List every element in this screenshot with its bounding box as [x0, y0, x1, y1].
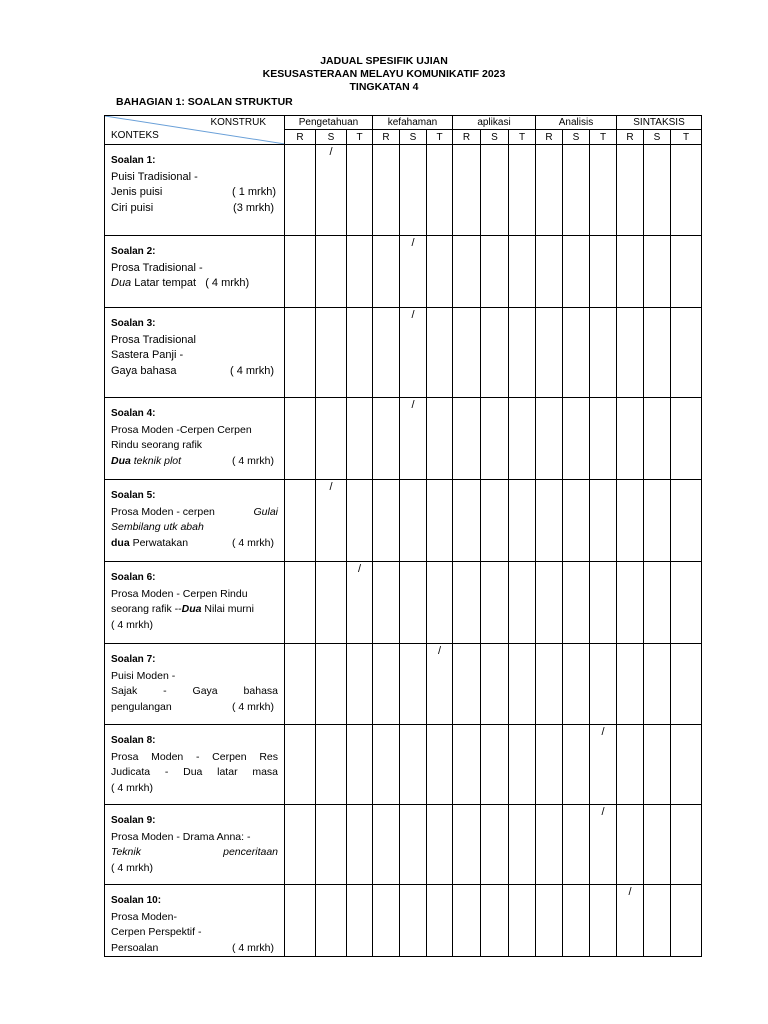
mark-cell [373, 480, 400, 562]
question-cell [105, 644, 285, 725]
mark-cell [481, 236, 509, 308]
mark-cell [347, 480, 373, 562]
question-label: Soalan 2: [111, 246, 156, 257]
mark-cell [509, 725, 536, 805]
mark-cell [400, 805, 427, 885]
mark-cell [400, 236, 427, 308]
konstruk-label: KONSTRUK [210, 117, 266, 128]
question-text: Sembilang utk abah [111, 521, 204, 533]
question-text: dua Perwatakan ( 4 mrkh) [111, 536, 274, 549]
mark-cell [590, 145, 617, 236]
mark-cell [617, 562, 644, 644]
level-header-s: S [481, 130, 509, 145]
question-text: Sastera Panji - [111, 349, 184, 361]
mark-cell [453, 308, 481, 398]
question-label: Soalan 3: [111, 318, 156, 329]
mark-cell [347, 725, 373, 805]
mark-cell [617, 725, 644, 805]
table-row [105, 398, 702, 480]
mark-cell [509, 805, 536, 885]
mark-cell [617, 308, 644, 398]
question-text: ( 4 mrkh) [111, 781, 153, 794]
mark-cell [427, 480, 453, 562]
question-text: Rindu seorang rafik [111, 439, 203, 451]
mark-cell [400, 885, 427, 957]
question-label: Soalan 6: [111, 572, 156, 583]
header-row-groups [105, 116, 702, 130]
mark-cell [347, 145, 373, 236]
mark-cell [347, 885, 373, 957]
mark-cell [481, 725, 509, 805]
question-label: Soalan 9: [111, 815, 156, 826]
mark-cell [536, 480, 563, 562]
mark-cell [453, 480, 481, 562]
mark-cell [285, 480, 316, 562]
mark-cell [285, 725, 316, 805]
table-row [105, 725, 702, 805]
mark-cell [563, 308, 590, 398]
group-aplikasi: aplikasi [453, 116, 536, 130]
mark-cell [373, 644, 400, 725]
mark-cell [400, 644, 427, 725]
question-cell [105, 480, 285, 562]
document-level: TINGKATAN 4 [349, 81, 419, 93]
mark-cell [644, 562, 671, 644]
question-cell [105, 805, 285, 885]
mark-cell [509, 480, 536, 562]
mark-cell [316, 308, 347, 398]
mark-cell [644, 398, 671, 480]
level-header-t: T [427, 130, 453, 145]
mark-cell [536, 398, 563, 480]
mark-cell [400, 308, 427, 398]
tick-mark: / [437, 645, 442, 657]
question-text: Puisi Tradisional - [111, 170, 198, 183]
mark-cell [400, 145, 427, 236]
tick-mark: / [357, 563, 362, 575]
mark-cell [563, 480, 590, 562]
mark-cell [373, 236, 400, 308]
question-text: ( 4 mrkh) [111, 861, 153, 874]
mark-cell [400, 725, 427, 805]
mark-cell [671, 725, 702, 805]
mark-cell [427, 562, 453, 644]
mark-cell [481, 644, 509, 725]
mark-cell [590, 398, 617, 480]
mark-cell [509, 308, 536, 398]
mark-cell [427, 236, 453, 308]
group-kefahaman: kefahaman [373, 116, 453, 130]
mark-cell [563, 644, 590, 725]
mark-cell [347, 805, 373, 885]
mark-cell [285, 562, 316, 644]
mark-cell [671, 308, 702, 398]
mark-cell [536, 308, 563, 398]
level-header-t: T [590, 130, 617, 145]
mark-cell [347, 398, 373, 480]
mark-cell [644, 885, 671, 957]
question-text: seorang rafik --Dua Nilai murni [111, 603, 254, 615]
mark-cell [563, 885, 590, 957]
section-heading: BAHAGIAN 1: SOALAN STRUKTUR [116, 96, 293, 108]
mark-cell [316, 480, 347, 562]
mark-cell [373, 725, 400, 805]
question-label: Soalan 10: [111, 895, 162, 906]
mark-cell [617, 885, 644, 957]
mark-cell [453, 145, 481, 236]
document-subtitle: KESUSASTERAAN MELAYU KOMUNIKATIF 2023 [262, 68, 506, 80]
mark-cell [563, 145, 590, 236]
mark-cell [536, 885, 563, 957]
mark-cell [481, 398, 509, 480]
mark-cell [427, 644, 453, 725]
mark-cell [617, 480, 644, 562]
mark-cell [590, 644, 617, 725]
mark-cell [373, 145, 400, 236]
question-cell [105, 308, 285, 398]
mark-cell [427, 145, 453, 236]
mark-cell [644, 145, 671, 236]
mark-cell [481, 308, 509, 398]
mark-cell [644, 236, 671, 308]
mark-cell [590, 308, 617, 398]
mark-cell [509, 145, 536, 236]
mark-cell [536, 145, 563, 236]
level-header-r: R [373, 130, 400, 145]
mark-cell [590, 725, 617, 805]
question-text: Prosa Moden - Cerpen Rindu [111, 587, 248, 600]
group-sintaksis: SINTAKSIS [617, 116, 702, 130]
question-label: Soalan 4: [111, 408, 156, 419]
table-row [105, 236, 702, 308]
mark-cell [453, 398, 481, 480]
level-header-t: T [509, 130, 536, 145]
tick-mark: / [411, 399, 415, 411]
mark-cell [536, 236, 563, 308]
question-cell [105, 145, 285, 236]
question-text: Prosa Moden- [111, 910, 177, 923]
question-cell [105, 236, 285, 308]
question-text: pengulangan ( 4 mrkh) [111, 700, 274, 713]
table-row [105, 480, 702, 562]
mark-cell [427, 805, 453, 885]
mark-cell [563, 805, 590, 885]
question-cell [105, 725, 285, 805]
document-title: JADUAL SPESIFIK UJIAN [320, 55, 448, 67]
mark-cell [316, 145, 347, 236]
level-header-t: T [347, 130, 373, 145]
question-text: Prosa Tradisional [111, 333, 196, 346]
mark-cell [347, 308, 373, 398]
question-cell [105, 398, 285, 480]
mark-cell [285, 805, 316, 885]
question-text: Puisi Moden - [111, 669, 176, 682]
mark-cell [316, 398, 347, 480]
question-text: Prosa Tradisional - [111, 261, 203, 274]
mark-cell [373, 398, 400, 480]
specification-table [104, 115, 702, 957]
mark-cell [590, 805, 617, 885]
question-text: Cerpen Perspektif - [111, 926, 202, 938]
tick-mark: / [601, 726, 605, 738]
tick-mark: / [628, 886, 632, 898]
question-text: Gaya bahasa ( 4 mrkh) [111, 364, 274, 377]
mark-cell [644, 805, 671, 885]
table-row [105, 805, 702, 885]
question-text: Prosa Moden - cerpen Gulai [111, 505, 278, 518]
mark-cell [536, 562, 563, 644]
mark-cell [590, 236, 617, 308]
question-text: Ciri puisi (3 mrkh) [111, 201, 274, 214]
mark-cell [453, 885, 481, 957]
mark-cell [644, 480, 671, 562]
tick-mark: / [601, 806, 605, 818]
mark-cell [563, 236, 590, 308]
mark-cell [285, 644, 316, 725]
mark-cell [316, 725, 347, 805]
group-pengetahuan: Pengetahuan [285, 116, 373, 130]
mark-cell [536, 725, 563, 805]
mark-cell [285, 398, 316, 480]
mark-cell [347, 644, 373, 725]
mark-cell [373, 885, 400, 957]
mark-cell [671, 644, 702, 725]
table-row [105, 644, 702, 725]
mark-cell [427, 398, 453, 480]
mark-cell [671, 805, 702, 885]
mark-cell [617, 805, 644, 885]
mark-cell [617, 145, 644, 236]
mark-cell [509, 398, 536, 480]
mark-cell [481, 480, 509, 562]
mark-cell [347, 236, 373, 308]
mark-cell [671, 145, 702, 236]
mark-cell [316, 562, 347, 644]
mark-cell [481, 562, 509, 644]
question-text: Sajak - Gaya bahasa [111, 685, 278, 697]
mark-cell [617, 398, 644, 480]
mark-cell [316, 644, 347, 725]
konteks-label: KONTEKS [111, 130, 159, 141]
mark-cell [285, 145, 316, 236]
table-row [105, 885, 702, 957]
mark-cell [285, 885, 316, 957]
mark-cell [481, 145, 509, 236]
question-text: ( 4 mrkh) [111, 618, 153, 631]
mark-cell [590, 480, 617, 562]
question-label: Soalan 7: [111, 654, 156, 665]
level-header-r: R [536, 130, 563, 145]
table-row [105, 145, 702, 236]
level-header-s: S [400, 130, 427, 145]
level-header-r: R [617, 130, 644, 145]
table-row [105, 308, 702, 398]
mark-cell [427, 308, 453, 398]
tick-mark: / [411, 237, 415, 249]
mark-cell [453, 644, 481, 725]
mark-cell [644, 725, 671, 805]
mark-cell [563, 562, 590, 644]
mark-cell [509, 562, 536, 644]
mark-cell [373, 562, 400, 644]
mark-cell [481, 805, 509, 885]
mark-cell [453, 805, 481, 885]
mark-cell [671, 885, 702, 957]
mark-cell [347, 562, 373, 644]
mark-cell [563, 725, 590, 805]
mark-cell [373, 805, 400, 885]
question-text: Prosa Moden -Cerpen Cerpen [111, 423, 252, 436]
mark-cell [644, 644, 671, 725]
mark-cell [285, 308, 316, 398]
question-cell [105, 885, 285, 957]
level-header-s: S [316, 130, 347, 145]
mark-cell [400, 562, 427, 644]
mark-cell [400, 398, 427, 480]
mark-cell [536, 644, 563, 725]
question-text: Jenis puisi ( 1 mrkh) [111, 186, 276, 198]
question-text: Teknik penceritaan [111, 846, 278, 858]
tick-mark: / [329, 481, 333, 493]
mark-cell [509, 644, 536, 725]
mark-cell [285, 236, 316, 308]
question-label: Soalan 5: [111, 490, 156, 501]
mark-cell [671, 562, 702, 644]
mark-cell [453, 562, 481, 644]
question-text: Dua Latar tempat ( 4 mrkh) [111, 277, 250, 289]
tick-mark: / [411, 309, 415, 321]
mark-cell [590, 885, 617, 957]
mark-cell [671, 480, 702, 562]
mark-cell [316, 236, 347, 308]
mark-cell [536, 805, 563, 885]
mark-cell [509, 236, 536, 308]
question-text: Prosa Moden - Cerpen Res [111, 750, 278, 763]
level-header-s: S [644, 130, 671, 145]
question-label: Soalan 1: [111, 155, 156, 166]
question-text: Persoalan ( 4 mrkh) [111, 941, 274, 954]
group-analisis: Analisis [536, 116, 617, 130]
level-header-r: R [285, 130, 316, 145]
question-cell [105, 562, 285, 644]
mark-cell [316, 805, 347, 885]
tick-mark: / [329, 146, 333, 158]
mark-cell [373, 308, 400, 398]
level-header-t: T [671, 130, 702, 145]
mark-cell [509, 885, 536, 957]
level-header-r: R [453, 130, 481, 145]
mark-cell [481, 885, 509, 957]
mark-cell [644, 308, 671, 398]
mark-cell [671, 398, 702, 480]
question-text: Prosa Moden - Drama Anna: - [111, 830, 251, 843]
konstruk-konteks-header [105, 116, 285, 145]
question-text: Dua teknik plot ( 4 mrkh) [111, 454, 274, 467]
mark-cell [453, 725, 481, 805]
mark-cell [617, 236, 644, 308]
level-header-s: S [563, 130, 590, 145]
mark-cell [671, 236, 702, 308]
mark-cell [617, 644, 644, 725]
mark-cell [453, 236, 481, 308]
table-row [105, 562, 702, 644]
question-label: Soalan 8: [111, 735, 156, 746]
question-text: Judicata - Dua latar masa [111, 766, 278, 778]
mark-cell [316, 885, 347, 957]
mark-cell [590, 562, 617, 644]
mark-cell [427, 725, 453, 805]
mark-cell [400, 480, 427, 562]
mark-cell [427, 885, 453, 957]
mark-cell [563, 398, 590, 480]
